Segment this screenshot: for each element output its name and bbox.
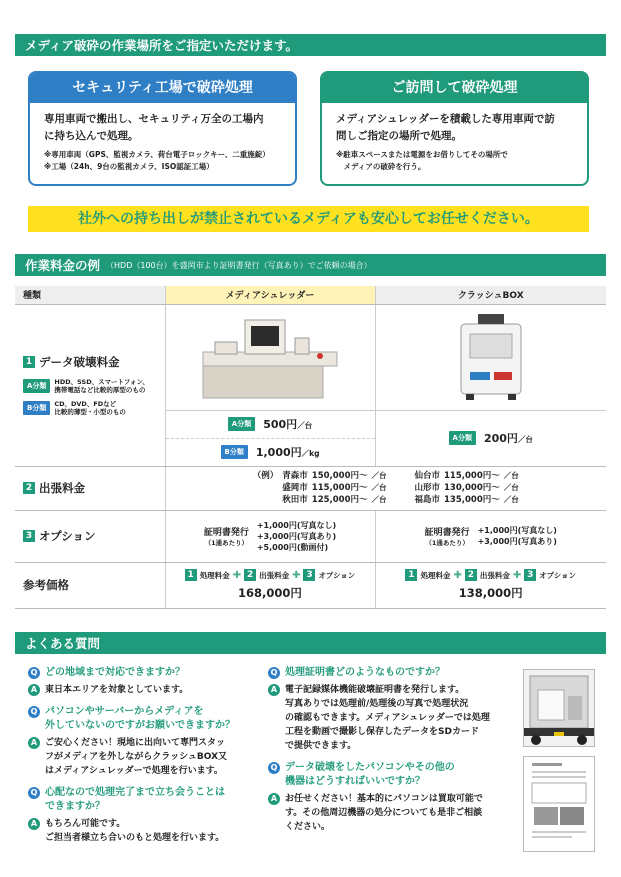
row4-label: 参考価格 (23, 578, 69, 592)
option-line: +3,000円(写真あり) (256, 531, 337, 541)
option-line: +5,000円(動画付) (256, 542, 329, 552)
unit: ／台 (371, 483, 387, 492)
plus-icon: ✚ (232, 569, 242, 581)
city-price: 125,000円〜 (311, 495, 368, 505)
crashbox-image (376, 305, 607, 410)
question-line: どの地域まで対応できますか？ (45, 667, 185, 678)
shredder-total: 168,000円 (238, 586, 302, 600)
a-icon: A (268, 684, 280, 696)
travel-fee-list (166, 470, 607, 506)
question-line: できますか？ (45, 801, 105, 812)
unit: ／台 (297, 421, 313, 430)
city: 仙台市 (414, 471, 441, 481)
price: 1,000円 (255, 446, 302, 459)
ref-item: オプション (539, 570, 577, 580)
unit: ／台 (503, 483, 519, 492)
box-note-line: ※専用車両（GPS、監視カメラ、荷台電子ロックキー、二重施錠） (44, 150, 270, 159)
answer-line: お任せください！基本的にパソコンは買取可能で (285, 794, 483, 804)
a-icon: A (28, 737, 40, 749)
q-icon: Q (28, 706, 40, 718)
row3-label-text: オプション (39, 529, 96, 543)
security-factory-box (28, 71, 297, 186)
ref-item: 出張料金 (479, 570, 510, 580)
answer-line: はメディアシュレッダーで処理を行います。 (45, 766, 223, 776)
pricing-title: 作業料金の例 (25, 258, 101, 273)
row3-label (15, 528, 165, 544)
row-reference-price (15, 562, 606, 608)
answer-line: す。その他周辺機器の処分についても是非ご相談 (285, 808, 483, 818)
box-main-line: 専用車両で搬出し、セキュリティ万全の工場内 (44, 113, 264, 125)
box-main-line: メディアシュレッダーを積載した専用車両で訪 (336, 113, 555, 125)
answer-line: 工程を動画で撮影し保存したデータをSDカード (285, 727, 479, 737)
question-line: 処理証明書どのようなものですか？ (285, 667, 445, 678)
certificate-illustration (524, 757, 594, 851)
row1-label (15, 354, 165, 370)
ref-item: オプション (318, 570, 356, 580)
unit: ／台 (503, 495, 519, 504)
plus-icon: ✚ (292, 569, 301, 581)
answer-line: フがメディアを外しながらクラッシュBOX又 (45, 752, 228, 762)
city: 秋田市 (282, 495, 308, 505)
header-type: 種類 (15, 286, 165, 304)
pricing-subtitle: （HDD（100台）を盛岡市より証明書発行（写真あり）でご依頼の場合） (106, 260, 372, 270)
city: 山形市 (414, 483, 441, 493)
faq-item (28, 786, 263, 845)
faq-right-column (268, 666, 513, 842)
question-line: 外していないのですがお願いできますか？ (45, 720, 235, 731)
shredder-image (166, 305, 375, 410)
row-data-destruction (15, 304, 606, 466)
question-line: 心配なので処理完了まで立ち会うことは (45, 787, 225, 798)
shredder-illustration (195, 312, 345, 402)
city-price: 150,000円〜 (311, 471, 368, 481)
q-icon: Q (28, 667, 40, 679)
row-travel-fee (15, 466, 606, 510)
city: 青森市 (282, 471, 308, 481)
unit: ／台 (503, 471, 519, 480)
answer-line: 写真ありでは処理前/処理後の写真で処理状況 (285, 699, 469, 709)
box-note-line: ※駐車スペースまたは電源をお借りしてその場所で (336, 150, 508, 159)
city: 盛岡市 (282, 483, 308, 493)
truck-photo (523, 669, 595, 747)
city-price: 115,000円〜 (311, 483, 368, 493)
a-icon: A (268, 793, 280, 805)
header-crashbox: クラッシュBOX (375, 286, 606, 304)
reference-items: 1 処理料金 ✚ 2 出張料金 ✚ 3 オプション (166, 569, 375, 581)
header-shredder: メディアシュレッダー (165, 286, 375, 304)
visit-service-title: ご訪問して破砕処理 (322, 73, 587, 103)
security-factory-title: セキュリティ工場で破砕処理 (30, 73, 295, 103)
a-icon: A (28, 818, 40, 830)
unit: ／台 (371, 495, 387, 504)
shredder-options (166, 520, 375, 553)
faq-bar (15, 632, 606, 654)
price: 200円 (483, 432, 518, 445)
answer-line: 東日本エリアを対象としています。 (45, 685, 189, 695)
class-a-tag: A分類 (23, 379, 50, 393)
pricing-bar (15, 254, 606, 276)
table-header-row (15, 286, 606, 304)
box-main-line: に持ち込んで処理。 (44, 130, 139, 142)
price: 500円 (263, 418, 298, 431)
row1-label-text: データ破壊料金 (39, 355, 120, 369)
row2-label (15, 480, 165, 496)
faq-item (268, 761, 513, 834)
cert-label: 証明書発行 (424, 528, 470, 538)
q-icon: Q (268, 762, 280, 774)
ref-item: 処理料金 (420, 570, 451, 580)
headline-banner (28, 206, 589, 232)
shredder-b-price (166, 438, 375, 466)
crash-total: 138,000円 (458, 586, 523, 600)
question-line: 機器はどうすればいいですか？ (285, 776, 425, 787)
faq-title: よくある質問 (25, 636, 101, 651)
row2-label-text: 出張料金 (39, 481, 85, 495)
headline-text: 社外への持ち出しが禁止されているメディアも安心してお任せください。 (78, 211, 539, 227)
box-note-line: ※工場（24h、9台の監視カメラ、ISO認証工場） (44, 162, 214, 171)
answer-line: もちろん可能です。 (45, 819, 126, 829)
city-price: 130,000円〜 (444, 483, 500, 493)
unit: ／kg (301, 449, 320, 458)
class-a-text: 携帯電話など比較的厚型のもの (54, 386, 146, 394)
top-banner-text: メディア破砕の作業場所をご指定いただけます。 (25, 38, 299, 53)
option-line: +1,000円(写真なし) (477, 526, 557, 535)
city: 福島市 (414, 495, 441, 505)
unit: ／台 (371, 471, 387, 480)
cert-sub: （1通あたり） (204, 539, 249, 547)
tag-a: A分類 (449, 431, 476, 445)
visit-service-box (320, 71, 589, 186)
city-price: 135,000円〜 (444, 495, 500, 505)
num-badge: 1 (23, 356, 35, 368)
option-line: +1,000円(写真なし) (256, 520, 337, 530)
answer-line: で提供できます。 (285, 741, 357, 751)
faq-left-column (28, 666, 263, 853)
unit: ／台 (517, 435, 533, 444)
box-note-line: メディアの破砕を行う。 (336, 162, 426, 171)
answer-line: ください。 (285, 822, 331, 832)
crashbox-a-price (376, 410, 607, 466)
box-main-line: 問しご指定の場所で処理。 (336, 130, 462, 142)
answer-line: ご安心ください！現地に出向いて専門スタッ (45, 738, 226, 748)
crash-options (376, 525, 607, 547)
truck-interior-illustration (524, 670, 594, 746)
ref-item: 処理料金 (199, 570, 230, 580)
cert-sub: （1通あたり） (425, 539, 469, 547)
faq-item (28, 666, 263, 697)
top-banner (15, 34, 606, 56)
pricing-table (15, 286, 606, 609)
option-line: +3,000円(写真あり) (477, 537, 557, 546)
class-b-tag: B分類 (23, 401, 50, 415)
q-icon: Q (268, 667, 280, 679)
num-badge: 3 (23, 530, 35, 542)
class-b-text: 比較的薄型・小型のもの (54, 408, 126, 416)
crashbox-illustration (446, 310, 536, 405)
a-icon: A (28, 684, 40, 696)
question-line: パソコンやサーバーからメディアを (45, 706, 204, 717)
example-prefix: （例） (252, 471, 279, 481)
reference-items: 1 処理料金 ✚ 2 出張料金 ✚ 3 オプション (376, 569, 607, 581)
tag-b: B分類 (221, 445, 248, 459)
shredder-a-price (166, 410, 375, 438)
plus-icon: ✚ (512, 569, 522, 581)
class-b-text: CD、DVD、FDなど (54, 400, 117, 408)
answer-line: ご担当者様立ち合いのもと処理を行います。 (45, 833, 225, 843)
city-price: 115,000円〜 (444, 471, 500, 481)
class-a-text: HDD、SSD、スマートフォン、 (54, 378, 149, 386)
question-line: データ破壊をしたパソコンやその他の (285, 762, 455, 773)
num-badge: 2 (23, 482, 35, 494)
tag-a: A分類 (228, 417, 255, 431)
cert-label: 証明書発行 (203, 528, 249, 538)
certificate-photo (523, 756, 595, 852)
faq-item (28, 705, 263, 778)
answer-line: 電子記録媒体機能破壊証明書を発行します。 (285, 685, 465, 695)
row-options (15, 510, 606, 562)
ref-item: 出張料金 (259, 570, 290, 580)
faq-item (268, 666, 513, 753)
plus-icon: ✚ (453, 569, 462, 581)
answer-line: の確認もできます。メディアシュレッダーでは処理 (285, 713, 490, 723)
q-icon: Q (28, 787, 40, 799)
